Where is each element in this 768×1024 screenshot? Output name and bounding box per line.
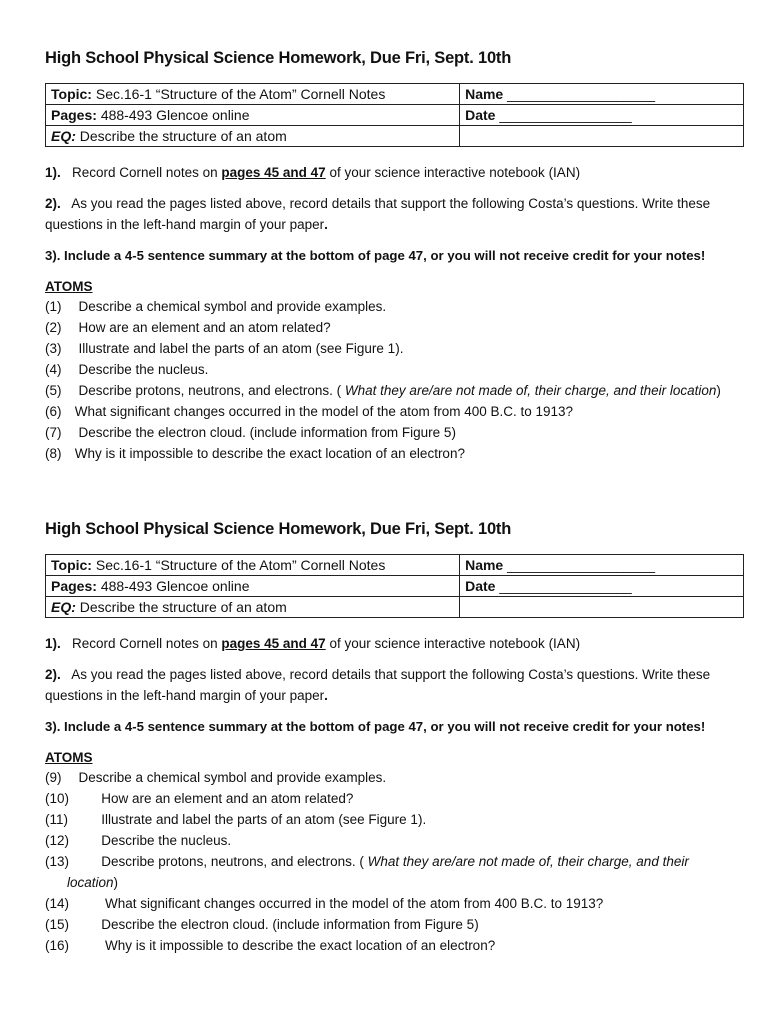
question-end: ) bbox=[113, 875, 119, 890]
question-number: (14) bbox=[45, 896, 70, 911]
name-label: Name bbox=[465, 86, 504, 102]
question-text: Describe protons, neutrons, and electrons. ( bbox=[78, 383, 342, 398]
eq-label: EQ: bbox=[51, 599, 76, 615]
list-item bbox=[45, 401, 745, 422]
question-list bbox=[45, 296, 745, 464]
pages-reference: pages 45 and 47 bbox=[221, 636, 326, 651]
step-1-num: 1). bbox=[45, 636, 61, 651]
question-number: (3) bbox=[45, 341, 62, 356]
atoms-heading: ATOMS bbox=[45, 750, 93, 765]
name-cell bbox=[460, 555, 744, 576]
question-text: Describe a chemical symbol and provide examples. bbox=[78, 299, 387, 314]
info-table bbox=[45, 83, 744, 147]
question-wrap bbox=[45, 872, 745, 893]
question-text: Describe the nucleus. bbox=[78, 362, 209, 377]
question-number: (1) bbox=[45, 299, 62, 314]
date-label: Date bbox=[465, 107, 496, 123]
question-number: (4) bbox=[45, 362, 62, 377]
pages-value: 488-493 Glencoe online bbox=[100, 578, 250, 594]
step-1-num: 1). bbox=[45, 165, 61, 180]
question-text: Illustrate and label the parts of an atom (see Figure 1). bbox=[78, 341, 404, 356]
list-item bbox=[45, 914, 745, 935]
question-text: What significant changes occurred in the model of the atom from 400 B.C. to 1913? bbox=[105, 896, 604, 911]
step-1-post: of your science interactive notebook (IAN) bbox=[325, 636, 581, 651]
date-blank: _________________ bbox=[499, 107, 632, 123]
list-item bbox=[45, 338, 745, 359]
question-number: (5) bbox=[45, 383, 62, 398]
step-1 bbox=[45, 162, 745, 183]
list-item bbox=[45, 296, 745, 317]
step-2-end: . bbox=[324, 217, 328, 232]
step-2 bbox=[45, 193, 745, 235]
list-item bbox=[45, 893, 745, 914]
question-number: (9) bbox=[45, 770, 62, 785]
pages-value: 488-493 Glencoe online bbox=[100, 107, 250, 123]
question-list bbox=[45, 767, 745, 956]
list-item bbox=[45, 443, 745, 464]
date-cell bbox=[460, 105, 744, 126]
step-1-text: Record Cornell notes on bbox=[72, 636, 222, 651]
question-italic: What they are/are not made of, their charge, and their bbox=[363, 854, 689, 869]
empty-cell bbox=[460, 126, 744, 147]
question-number: (10) bbox=[45, 791, 70, 806]
question-text: Describe protons, neutrons, and electrons. ( bbox=[101, 854, 364, 869]
list-item bbox=[45, 317, 745, 338]
question-text: Describe the electron cloud. (include information from Figure 5) bbox=[101, 917, 479, 932]
name-blank: ___________________ bbox=[507, 86, 656, 102]
topic-value: Sec.16-1 “Structure of the Atom” Cornell Notes bbox=[95, 557, 386, 573]
question-text: Describe a chemical symbol and provide examples. bbox=[78, 770, 387, 785]
pages-reference: pages 45 and 47 bbox=[221, 165, 326, 180]
list-item bbox=[45, 830, 745, 851]
list-item bbox=[45, 809, 745, 830]
topic-label: Topic: bbox=[51, 557, 92, 573]
step-3: 3). Include a 4-5 sentence summary at the bottom of page 47, or you will not receive credit for your notes! bbox=[45, 248, 706, 263]
topic-value: Sec.16-1 “Structure of the Atom” Cornell Notes bbox=[95, 86, 386, 102]
question-text: How are an element and an atom related? bbox=[78, 320, 331, 335]
question-number: (15) bbox=[45, 917, 70, 932]
question-text: Illustrate and label the parts of an atom (see Figure 1). bbox=[101, 812, 427, 827]
pages-label: Pages: bbox=[51, 107, 97, 123]
info-table bbox=[45, 554, 744, 618]
empty-cell bbox=[460, 597, 744, 618]
topic-cell bbox=[46, 555, 460, 576]
step-2-text: As you read the pages listed above, record details that support the following Costa’s questions. Write these questions in the left-hand margin of your paper bbox=[45, 667, 711, 703]
date-label: Date bbox=[465, 578, 496, 594]
step-1-text: Record Cornell notes on bbox=[72, 165, 222, 180]
step-2-num: 2). bbox=[45, 667, 61, 682]
date-cell bbox=[460, 576, 744, 597]
list-item bbox=[45, 788, 745, 809]
step-1 bbox=[45, 633, 745, 654]
pages-label: Pages: bbox=[51, 578, 97, 594]
question-italic: What they are/are not made of, their charge, and their location bbox=[341, 383, 717, 398]
date-blank: _________________ bbox=[499, 578, 632, 594]
eq-value: Describe the structure of an atom bbox=[79, 599, 287, 615]
step-2-num: 2). bbox=[45, 196, 61, 211]
list-item bbox=[45, 422, 745, 443]
step-3: 3). Include a 4-5 sentence summary at the bottom of page 47, or you will not receive credit for your notes! bbox=[45, 719, 706, 734]
question-number: (16) bbox=[45, 938, 70, 953]
step-1-post: of your science interactive notebook (IAN) bbox=[325, 165, 581, 180]
name-cell bbox=[460, 84, 744, 105]
step-2-end: . bbox=[324, 688, 328, 703]
atoms-heading: ATOMS bbox=[45, 279, 93, 294]
question-text: What significant changes occurred in the model of the atom from 400 B.C. to 1913? bbox=[74, 404, 574, 419]
question-text: Describe the electron cloud. (include information from Figure 5) bbox=[78, 425, 456, 440]
list-item bbox=[45, 380, 745, 401]
topic-label: Topic: bbox=[51, 86, 92, 102]
list-item bbox=[45, 767, 745, 788]
name-blank: ___________________ bbox=[507, 557, 656, 573]
eq-value: Describe the structure of an atom bbox=[79, 128, 287, 144]
step-2-text: As you read the pages listed above, record details that support the following Costa’s questions. Write these questions in the left-hand margin of your paper bbox=[45, 196, 711, 232]
list-item bbox=[45, 359, 745, 380]
list-item bbox=[45, 935, 745, 956]
name-label: Name bbox=[465, 557, 504, 573]
question-number: (13) bbox=[45, 854, 70, 869]
eq-cell bbox=[46, 126, 460, 147]
pages-cell bbox=[46, 105, 460, 126]
topic-cell bbox=[46, 84, 460, 105]
step-2 bbox=[45, 664, 745, 706]
eq-label: EQ: bbox=[51, 128, 76, 144]
question-number: (7) bbox=[45, 425, 62, 440]
question-text: Describe the nucleus. bbox=[101, 833, 232, 848]
eq-cell bbox=[46, 597, 460, 618]
question-text: Why is it impossible to describe the exact location of an electron? bbox=[74, 446, 465, 461]
sheet-title: High School Physical Science Homework, Due Fri, Sept. 10th bbox=[45, 520, 512, 538]
question-number: (12) bbox=[45, 833, 70, 848]
pages-cell bbox=[46, 576, 460, 597]
sheet-title: High School Physical Science Homework, Due Fri, Sept. 10th bbox=[45, 49, 512, 67]
question-text: How are an element and an atom related? bbox=[101, 791, 354, 806]
question-text: Why is it impossible to describe the exact location of an electron? bbox=[105, 938, 496, 953]
question-number: (2) bbox=[45, 320, 62, 335]
question-number: (11) bbox=[45, 812, 69, 827]
question-italic-2: location bbox=[67, 875, 114, 890]
question-number: (8) bbox=[45, 446, 62, 461]
list-item bbox=[45, 851, 745, 893]
question-end: ) bbox=[716, 383, 721, 398]
question-number: (6) bbox=[45, 404, 62, 419]
